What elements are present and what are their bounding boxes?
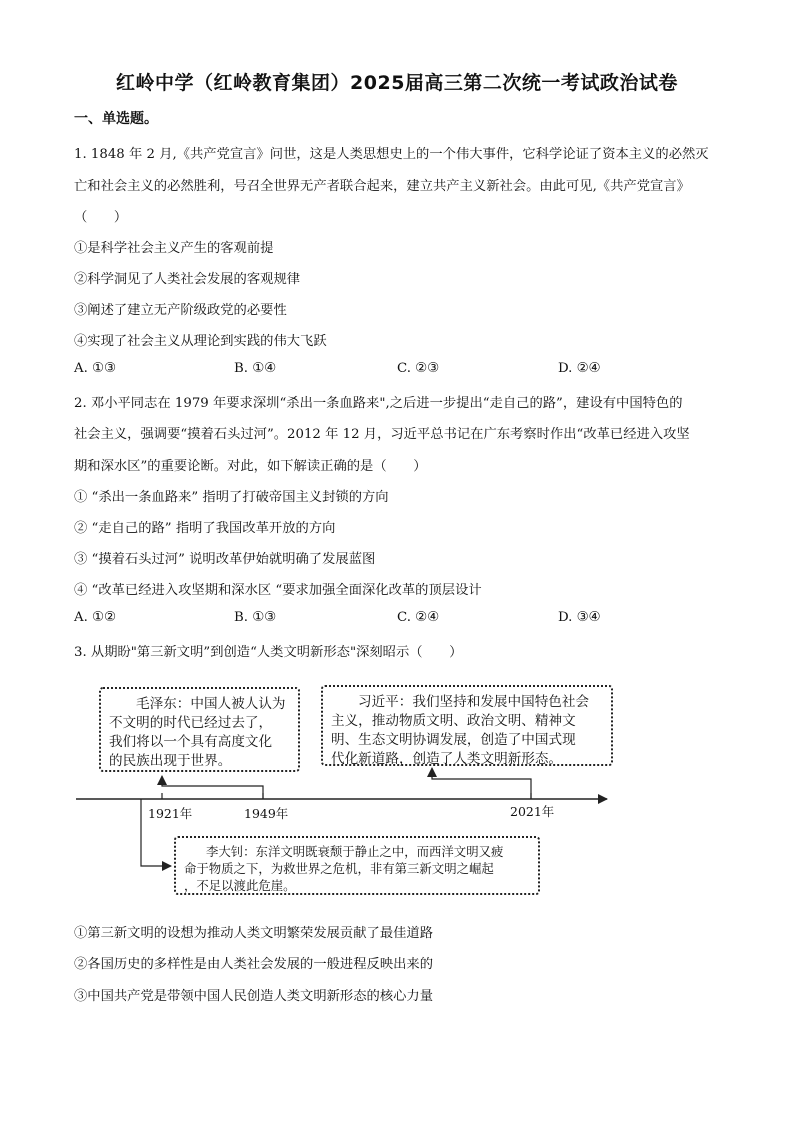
year-1949-label: 1949年	[244, 806, 289, 821]
q2-option-c[interactable]: C. ②④	[397, 610, 439, 625]
li-quote-line: 命于物质之下，为救世界之危机，非有第三新文明之崛起	[184, 861, 494, 876]
quote-box-li	[174, 836, 540, 895]
q1-stem-line: （ ）	[74, 210, 128, 225]
q3-item-2: ②各国历史的多样性是由人类社会发展的一般进程反映出来的	[74, 957, 434, 972]
q1-option-d[interactable]: D. ②④	[558, 361, 601, 376]
q1-option-a[interactable]: A. ①③	[74, 361, 116, 376]
exam-title: 红岭中学（红岭教育集团）2025届高三第二次统一考试政治试卷	[116, 72, 678, 94]
q2-option-b[interactable]: B. ①③	[234, 610, 277, 625]
q3-stem: 3. 从期盼"第三新文明”到创造“人类文明新形态"深刻昭示（ ）	[74, 645, 463, 660]
xi-quote-line: 明、生态文明协调发展，创造了中国式现	[331, 732, 576, 748]
mao-quote-line: 不文明的时代已经过去了，	[109, 715, 273, 731]
q1-item-3: ③阐述了建立无产阶级政党的必要性	[74, 303, 287, 318]
xi-quote-line: 习近平：我们坚持和发展中国特色社会	[358, 694, 590, 710]
mao-quote-line: 我们将以一个具有高度文化	[109, 734, 273, 750]
li-quote-line: ，不足以渡此危崖。	[184, 878, 296, 893]
q2-stem-line: 2. 邓小平同志在 1979 年要求深圳“杀出一条血路来",之后进一步提出“走自己的路”，建设有中国特色的	[74, 396, 683, 411]
q1-option-c[interactable]: C. ②③	[397, 361, 439, 376]
xi-quote-line: 主义，推动物质文明、政治文明、精神文	[331, 713, 576, 729]
connector-2021	[432, 768, 531, 799]
q2-item-4: ④ “改革已经进入攻坚期和深水区 “要求加强全面深化改革的顶层设计	[74, 583, 482, 598]
q2-option-d[interactable]: D. ③④	[558, 610, 601, 625]
q2-stem-line: 期和深水区”的重要论断。对此，如下解读正确的是（ ）	[74, 459, 427, 474]
quote-box-xi	[321, 685, 613, 766]
quote-box-mao	[99, 687, 300, 772]
q2-item-2: ② “走自己的路” 指明了我国改革开放的方向	[74, 521, 336, 536]
q2-item-3: ③ “摸着石头过河” 说明改革伊始就明确了发展蓝图	[74, 552, 376, 567]
q2-stem-line: 社会主义，强调要“摸着石头过河”。2012 年 12 月，习近平总书记在广东考察时作出“改革已经进入攻坚	[74, 427, 690, 442]
q1-stem-line: 1. 1848 年 2 月,《共产党宣言》问世，这是人类思想史上的一个伟大事件，它科学论证了资本主义的必然灭	[74, 147, 709, 162]
xi-quote-line: 代化新道路，创造了人类文明新形态。	[331, 751, 563, 767]
q1-option-b[interactable]: B. ①④	[234, 361, 277, 376]
mao-quote-line: 毛泽东：中国人被人认为	[136, 696, 286, 712]
q3-item-3: ③中国共产党是带领中国人民创造人类文明新形态的核心力量	[74, 989, 434, 1004]
year-2021-label: 2021年	[510, 804, 555, 819]
q1-stem-line: 亡和社会主义的必然胜利，号召全世界无产者联合起来，建立共产主义新社会。由此可见,《共产党宣言》	[74, 179, 690, 194]
section-heading: 一、单选题。	[74, 111, 158, 127]
q3-item-1: ①第三新文明的设想为推动人类文明繁荣发展贡献了最佳道路	[74, 926, 434, 941]
q2-item-1: ① “杀出一条血路来” 指明了打破帝国主义封锁的方向	[74, 490, 389, 505]
q1-item-4: ④实现了社会主义从理论到实践的伟大飞跃	[74, 334, 327, 349]
year-1921-label: 1921年	[148, 806, 193, 821]
q1-item-2: ②科学洞见了人类社会发展的客观规律	[74, 272, 301, 287]
q2-option-a[interactable]: A. ①②	[74, 610, 116, 625]
q1-item-1: ①是科学社会主义产生的客观前提	[74, 241, 274, 256]
connector-1949	[162, 776, 263, 799]
li-quote-line: 李大钊：东洋文明既衰颓于静止之中，而西洋文明又疲	[206, 844, 504, 859]
mao-quote-line: 的民族出现于世界。	[109, 753, 232, 769]
